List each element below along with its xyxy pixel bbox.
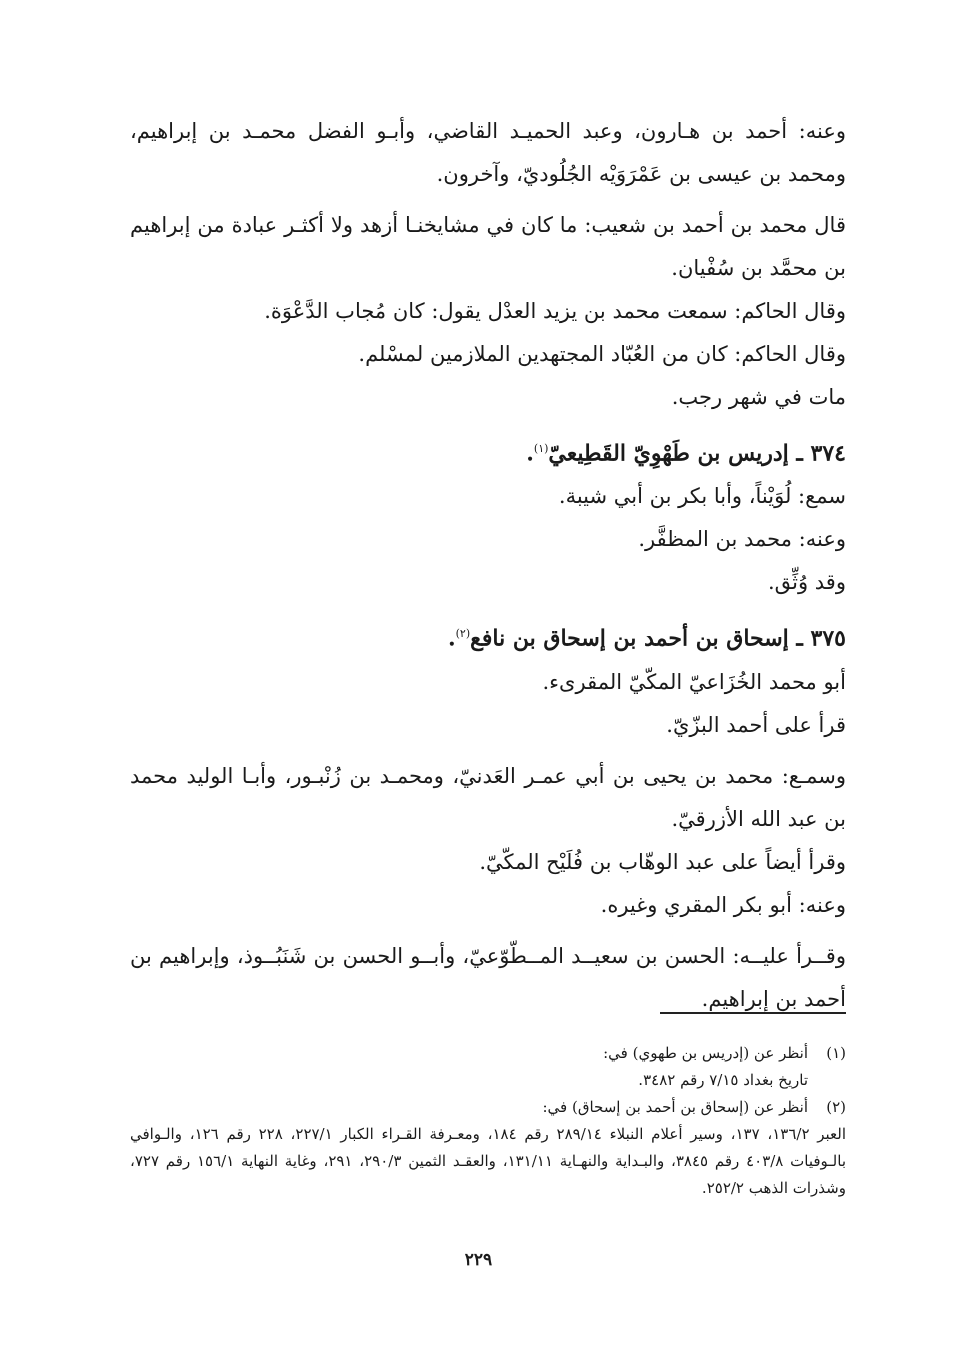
footnote-number: (١) <box>826 1044 846 1062</box>
entry-heading-375 <box>130 612 846 660</box>
footnote-2 <box>130 1094 846 1121</box>
paragraph-10: قرأ على أحمد البزّيّ. <box>666 712 846 737</box>
footnote-separator <box>660 1012 846 1014</box>
paragraph-13: وعنه: أبو بكر المقري وغيره. <box>600 892 846 917</box>
footnote-number: (٢) <box>826 1098 846 1116</box>
footnote-2-sources: العبر ١٣٦/٢، ١٣٧، وسير أعلام النبلاء ٢٨٩/١٤ رقم ١٨٤، ومعـرفة القـراء الكبار ٢٢٧/١، ٢٢٨ رقم ١٢٦، والـوافي بالـوفيات ٤٠٣/٨ رقم ٣٨٤٥، والبـداية والنهـاية ١٣١/١١، والعقـد الثمين ٢٩٠/٣، ٢٩١، وغاية النهاية ١٥٦/١ رقم ٧٢٧، وشذرات الذهب ٢٥٢/٢. <box>130 1125 847 1197</box>
heading-period: . <box>447 625 456 652</box>
paragraph-3: وقال الحاكم: سمعت محمد بن يزيد العدْل يقول: كان مُجاب الدَّعْوَة. <box>264 299 846 323</box>
page-number: ٢٢٩ <box>464 1250 493 1270</box>
paragraph-6: سمع: لُوَيْناً، وأبا بكر بن أبي شيبة. <box>558 484 846 509</box>
main-text <box>130 110 846 1021</box>
paragraph-4: وقال الحاكم: كان من العُبّاد المجتهدين الملازمين لمسْلم. <box>358 342 846 366</box>
paragraph-9: أبو محمد الخُزَاعيّ المكّيّ المقرىء. <box>542 669 846 694</box>
paragraph-11: وسمـع: محمد بن يحيى بن أبي عمـر العَدنيّ، ومحمـد بن زُنْبـور، وأبـا الوليد محمد بن عبد الله الأزرقيّ. <box>130 763 846 831</box>
entry-title-375: ٣٧٥ ـ إسحاق بن أحمد بن إسحاق بن نافع <box>470 625 846 652</box>
paragraph-14: وقــرأ عليــه: الحسن بن سعيــد المــطّوّعيّ، وأبــو الحسن بن شَنَبُــوذ، وإبراهيم بن أحمد بن إبراهيم. <box>130 943 846 1011</box>
paragraph-8: وقد وُثِّق. <box>767 570 846 595</box>
paragraph-12: وقرأ أيضاً على عبد الوهّاب بن فُلَيْح المكّيّ. <box>479 849 846 874</box>
footnotes <box>130 1040 846 1202</box>
footnote-text: أنظر عن (إسحاق بن أحمد بن إسحاق) في: <box>542 1098 808 1116</box>
paragraph-7: وعنه: محمد بن المظفَّر. <box>638 527 846 552</box>
paragraph-2: قال محمد بن أحمد بن شعيب: ما كان في مشايخنـا أزهد ولا أكثـر عبادة من إبراهيم بن محمَّد بن سُفْيان. <box>130 213 846 280</box>
entry-heading-374 <box>130 427 846 475</box>
paragraph-1: وعنه: أحمد بن هـارون، وعبد الحميـد القاضي، وأبـو الفضل محمـد بن إبراهيم، ومحمد بن عيسى بن عَمْرَوَيْه الجُلُوديّ، وآخرون. <box>130 119 846 186</box>
footnote-1-source: تاريخ بغداد ٧/١٥ رقم ٣٤٨٢. <box>638 1071 808 1089</box>
footnote-ref-2: (٢) <box>455 627 471 641</box>
heading-period: . <box>526 440 534 467</box>
footnote-1 <box>130 1040 846 1067</box>
paragraph-5: مات في شهر رجب. <box>671 385 846 409</box>
entry-title-374: ٣٧٤ ـ إدريس بن طَهْوِيّ القَطِيعيّ <box>548 440 846 467</box>
footnote-ref-1: (١) <box>533 442 549 455</box>
footnote-text: أنظر عن (إدريس بن طهوي) في: <box>603 1044 808 1062</box>
